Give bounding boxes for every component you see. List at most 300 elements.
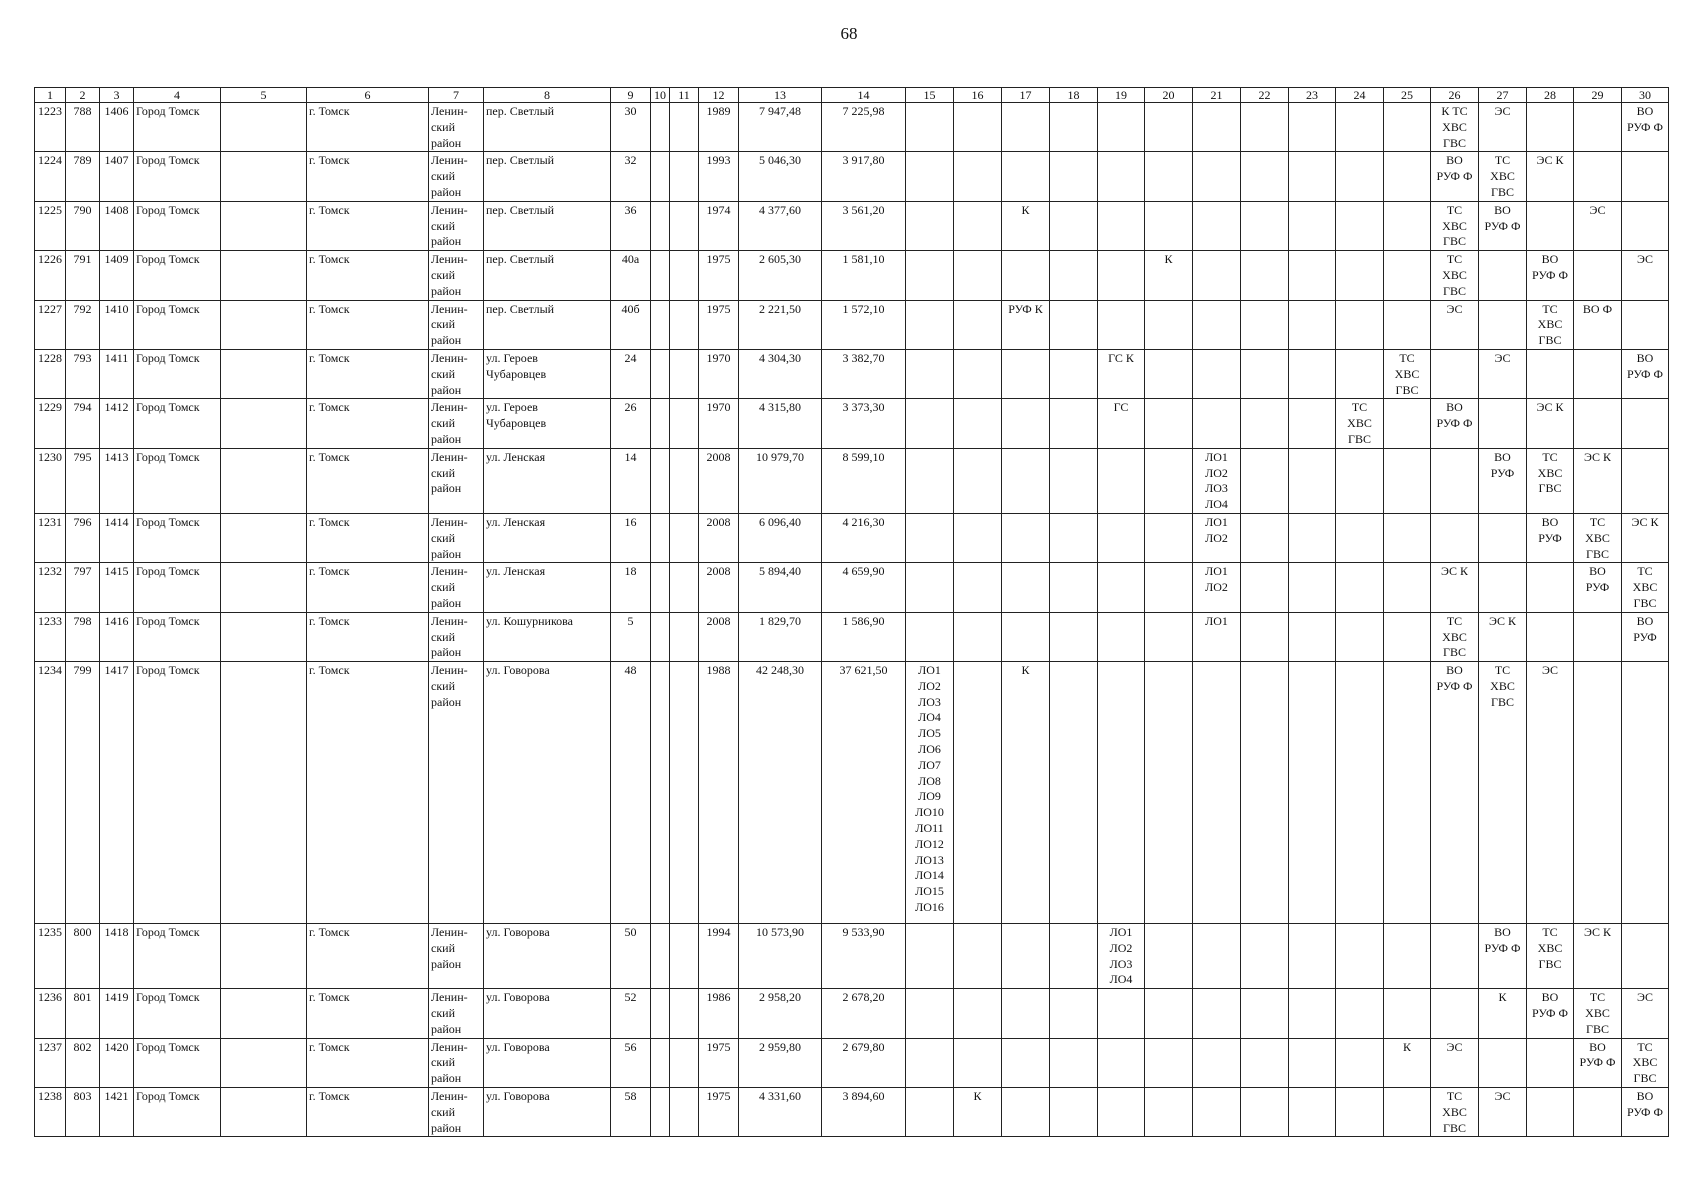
table-cell — [1336, 349, 1384, 398]
table-cell: ВО РУФ Ф — [1527, 989, 1574, 1038]
table-cell: ул. Ленская — [484, 563, 611, 612]
table-cell — [1193, 300, 1241, 349]
table-cell — [1145, 563, 1193, 612]
table-cell — [1002, 563, 1050, 612]
table-cell: ГС К — [1098, 349, 1145, 398]
table-cell: 1986 — [699, 989, 739, 1038]
table-cell — [906, 563, 954, 612]
table-cell: 1974 — [699, 201, 739, 250]
table-cell — [221, 251, 307, 300]
table-row — [35, 201, 1669, 250]
table-cell: г. Томск — [307, 201, 429, 250]
table-cell — [906, 924, 954, 989]
table-cell — [670, 662, 699, 924]
table-cell: 42 248,30 — [739, 662, 822, 924]
table-cell: Ленин- ский район — [429, 924, 484, 989]
table-cell — [670, 989, 699, 1038]
table-cell — [1098, 1088, 1145, 1137]
table-cell: Ленин- ский район — [429, 612, 484, 661]
column-number-cell: 13 — [739, 88, 822, 103]
table-cell — [1384, 103, 1431, 152]
column-number-cell: 11 — [670, 88, 699, 103]
table-cell — [651, 152, 670, 201]
table-cell: 1410 — [100, 300, 134, 349]
table-cell: 1 572,10 — [822, 300, 906, 349]
table-cell — [1384, 152, 1431, 201]
table-cell: 1231 — [35, 513, 66, 562]
column-number-cell: 27 — [1479, 88, 1527, 103]
table-cell: ул. Говорова — [484, 1088, 611, 1137]
table-cell — [1479, 563, 1527, 612]
table-cell: 797 — [66, 563, 100, 612]
table-cell — [1479, 1038, 1527, 1087]
table-cell: 1988 — [699, 662, 739, 924]
table-cell: ТС ХВС ГВС — [1431, 251, 1479, 300]
table-cell: ул. Героев Чубаровцев — [484, 399, 611, 448]
table-cell: Ленин- ский район — [429, 251, 484, 300]
table-cell: 1236 — [35, 989, 66, 1038]
table-cell — [651, 399, 670, 448]
table-cell — [1336, 1038, 1384, 1087]
table-cell: ВО РУФ Ф — [1479, 924, 1527, 989]
table-cell — [1574, 1088, 1622, 1137]
table-cell: пер. Светлый — [484, 152, 611, 201]
column-number-cell: 22 — [1241, 88, 1289, 103]
table-cell: ЭС — [1479, 103, 1527, 152]
table-cell — [906, 251, 954, 300]
table-cell: 798 — [66, 612, 100, 661]
table-cell — [1050, 612, 1098, 661]
table-cell — [1622, 662, 1669, 924]
table-cell — [1336, 152, 1384, 201]
column-number-cell: 16 — [954, 88, 1002, 103]
table-cell: Ленин- ский район — [429, 563, 484, 612]
column-number-cell: 18 — [1050, 88, 1098, 103]
table-cell — [954, 399, 1002, 448]
table-cell — [1384, 612, 1431, 661]
table-cell — [1098, 152, 1145, 201]
column-number-cell: 20 — [1145, 88, 1193, 103]
table-cell: ТС ХВС ГВС — [1336, 399, 1384, 448]
table-cell: г. Томск — [307, 251, 429, 300]
table-cell — [1289, 251, 1336, 300]
table-cell: 1230 — [35, 448, 66, 513]
table-cell: ЭС К — [1431, 563, 1479, 612]
table-cell — [1289, 448, 1336, 513]
table-cell — [1574, 612, 1622, 661]
table-cell — [1050, 251, 1098, 300]
table-cell: Ленин- ский район — [429, 201, 484, 250]
table-cell: 37 621,50 — [822, 662, 906, 924]
table-row — [35, 1038, 1669, 1087]
table-cell: Город Томск — [134, 1088, 221, 1137]
table-cell: Город Томск — [134, 349, 221, 398]
table-cell — [1002, 612, 1050, 661]
table-row — [35, 1088, 1669, 1137]
table-cell: 1415 — [100, 563, 134, 612]
table-cell: 796 — [66, 513, 100, 562]
table-cell: 1229 — [35, 399, 66, 448]
table-cell: 1238 — [35, 1088, 66, 1137]
table-cell: 2 959,80 — [739, 1038, 822, 1087]
table-cell — [1145, 612, 1193, 661]
table-cell: ВО РУФ Ф — [1622, 349, 1669, 398]
table-cell — [1527, 103, 1574, 152]
table-cell — [1622, 924, 1669, 989]
table-cell — [906, 201, 954, 250]
table-cell: Город Томск — [134, 448, 221, 513]
table-cell — [1145, 448, 1193, 513]
table-cell — [1479, 513, 1527, 562]
table-cell — [1002, 103, 1050, 152]
table-cell: ЭС — [1527, 662, 1574, 924]
table-cell — [1527, 201, 1574, 250]
table-cell: ВО РУФ Ф — [1574, 1038, 1622, 1087]
table-cell — [1193, 251, 1241, 300]
column-number-row — [35, 88, 1669, 103]
table-cell — [1384, 989, 1431, 1038]
table-cell: 7 225,98 — [822, 103, 906, 152]
table-cell — [651, 300, 670, 349]
table-cell — [1050, 152, 1098, 201]
table-cell — [651, 662, 670, 924]
table-cell: Ленин- ский район — [429, 103, 484, 152]
table-cell — [1145, 1038, 1193, 1087]
table-cell — [1527, 1088, 1574, 1137]
table-cell: 1970 — [699, 399, 739, 448]
table-cell — [1098, 300, 1145, 349]
column-number-cell: 2 — [66, 88, 100, 103]
table-cell: 14 — [611, 448, 651, 513]
table-cell — [651, 1038, 670, 1087]
table-cell: Город Томск — [134, 989, 221, 1038]
table-cell: 1975 — [699, 1088, 739, 1137]
table-cell: ТС ХВС ГВС — [1574, 513, 1622, 562]
table-cell: 2 678,20 — [822, 989, 906, 1038]
table-cell — [1145, 662, 1193, 924]
table-cell — [1098, 201, 1145, 250]
column-number-cell: 29 — [1574, 88, 1622, 103]
table-cell — [651, 251, 670, 300]
table-cell: 790 — [66, 201, 100, 250]
table-cell — [906, 448, 954, 513]
table-cell — [1289, 662, 1336, 924]
page-number: 68 — [840, 24, 858, 43]
table-cell: 10 979,70 — [739, 448, 822, 513]
table-cell — [670, 300, 699, 349]
table-cell: 1970 — [699, 349, 739, 398]
table-cell: 4 216,30 — [822, 513, 906, 562]
table-cell — [221, 152, 307, 201]
table-cell — [954, 612, 1002, 661]
table-cell — [1241, 989, 1289, 1038]
table-cell — [1193, 1038, 1241, 1087]
table-cell — [1431, 924, 1479, 989]
table-cell — [1431, 989, 1479, 1038]
table-cell — [954, 103, 1002, 152]
table-cell — [1002, 1088, 1050, 1137]
table-cell — [1098, 563, 1145, 612]
table-cell — [1336, 448, 1384, 513]
table-cell: К — [1002, 662, 1050, 924]
table-cell: 1232 — [35, 563, 66, 612]
table-cell: ТС ХВС ГВС — [1527, 448, 1574, 513]
table-cell — [1336, 989, 1384, 1038]
table-cell — [221, 201, 307, 250]
table-cell — [651, 1088, 670, 1137]
table-cell: ЭС К — [1622, 513, 1669, 562]
table-cell — [1098, 251, 1145, 300]
table-cell: ЛО1 ЛО2 — [1193, 513, 1241, 562]
table-cell: ВО РУФ Ф — [1479, 201, 1527, 250]
table-cell — [670, 448, 699, 513]
table-cell — [1145, 349, 1193, 398]
table-row — [35, 563, 1669, 612]
table-cell — [1193, 201, 1241, 250]
table-cell: Город Томск — [134, 399, 221, 448]
table-cell — [670, 612, 699, 661]
table-cell — [1336, 201, 1384, 250]
column-number-cell: 17 — [1002, 88, 1050, 103]
table-cell: Город Томск — [134, 513, 221, 562]
table-row — [35, 612, 1669, 661]
table-cell: 788 — [66, 103, 100, 152]
table-cell: ул. Героев Чубаровцев — [484, 349, 611, 398]
table-cell: 789 — [66, 152, 100, 201]
table-cell: ул. Ленская — [484, 448, 611, 513]
table-row — [35, 300, 1669, 349]
table-cell — [1384, 201, 1431, 250]
table-cell: Город Томск — [134, 103, 221, 152]
table-cell — [1050, 300, 1098, 349]
table-cell: РУФ К — [1002, 300, 1050, 349]
table-cell: ЛО1 ЛО2 ЛО3 ЛО4 ЛО5 ЛО6 ЛО7 ЛО8 ЛО9 ЛО10 ЛО11 ЛО12 ЛО13 ЛО14 ЛО15 ЛО16 — [906, 662, 954, 924]
table-cell — [1241, 1038, 1289, 1087]
table-cell: 1 829,70 — [739, 612, 822, 661]
table-cell: 1413 — [100, 448, 134, 513]
column-number-cell: 30 — [1622, 88, 1669, 103]
table-cell: 7 947,48 — [739, 103, 822, 152]
table-cell — [906, 989, 954, 1038]
table-cell: г. Томск — [307, 1038, 429, 1087]
table-cell — [1527, 612, 1574, 661]
table-cell: 1407 — [100, 152, 134, 201]
table-cell: 791 — [66, 251, 100, 300]
table-cell — [954, 513, 1002, 562]
table-cell: г. Томск — [307, 1088, 429, 1137]
table-cell — [1289, 349, 1336, 398]
table-cell: 16 — [611, 513, 651, 562]
table-cell — [1050, 399, 1098, 448]
table-cell: 1 581,10 — [822, 251, 906, 300]
table-cell: 56 — [611, 1038, 651, 1087]
table-cell — [1336, 513, 1384, 562]
table-cell: 5 894,40 — [739, 563, 822, 612]
table-cell: ЭС — [1431, 300, 1479, 349]
table-cell: 1420 — [100, 1038, 134, 1087]
table-cell — [1431, 448, 1479, 513]
table-cell — [1145, 924, 1193, 989]
table-cell — [1336, 1088, 1384, 1137]
table-cell — [1289, 513, 1336, 562]
table-cell: 18 — [611, 563, 651, 612]
table-cell: 10 573,90 — [739, 924, 822, 989]
table-cell — [1431, 349, 1479, 398]
table-cell — [1145, 103, 1193, 152]
table-cell — [221, 103, 307, 152]
table-cell — [1098, 1038, 1145, 1087]
table-cell: 1989 — [699, 103, 739, 152]
table-cell — [1145, 1088, 1193, 1137]
table-cell — [1241, 662, 1289, 924]
table-cell — [1289, 103, 1336, 152]
table-cell: ТС ХВС ГВС — [1622, 563, 1669, 612]
table-cell: 2008 — [699, 612, 739, 661]
table-cell — [1336, 300, 1384, 349]
table-cell — [954, 662, 1002, 924]
table-cell: К ТС ХВС ГВС — [1431, 103, 1479, 152]
table-cell: 1994 — [699, 924, 739, 989]
table-cell: Город Томск — [134, 300, 221, 349]
table-cell — [1050, 662, 1098, 924]
table-cell — [1289, 563, 1336, 612]
table-cell — [906, 399, 954, 448]
table-cell — [1002, 399, 1050, 448]
table-cell: ЭС К — [1574, 448, 1622, 513]
table-cell — [954, 1038, 1002, 1087]
table-cell — [1145, 201, 1193, 250]
table-cell: г. Томск — [307, 612, 429, 661]
table-cell — [906, 612, 954, 661]
table-cell: ВО РУФ Ф — [1431, 662, 1479, 924]
table-cell: 803 — [66, 1088, 100, 1137]
table-cell: ТС ХВС ГВС — [1622, 1038, 1669, 1087]
table-cell: ВО РУФ — [1527, 513, 1574, 562]
table-cell: 2008 — [699, 513, 739, 562]
table-cell — [1574, 152, 1622, 201]
table-cell — [670, 349, 699, 398]
column-number-cell: 10 — [651, 88, 670, 103]
table-cell: 1 586,90 — [822, 612, 906, 661]
table-cell — [1098, 448, 1145, 513]
table-cell — [954, 563, 1002, 612]
table-cell — [221, 399, 307, 448]
table-cell: пер. Светлый — [484, 201, 611, 250]
table-cell — [1241, 399, 1289, 448]
column-number-cell: 9 — [611, 88, 651, 103]
table-cell: 4 377,60 — [739, 201, 822, 250]
table-cell — [1336, 103, 1384, 152]
table-cell: ЭС — [1431, 1038, 1479, 1087]
table-cell: ТС ХВС ГВС — [1574, 989, 1622, 1038]
table-cell — [221, 662, 307, 924]
table-cell: 1418 — [100, 924, 134, 989]
table-cell — [1241, 513, 1289, 562]
table-cell: ЭС К — [1479, 612, 1527, 661]
table-cell: 3 894,60 — [822, 1088, 906, 1137]
table-cell: Город Томск — [134, 612, 221, 661]
table-cell: ул. Говорова — [484, 662, 611, 924]
table-cell: К — [1145, 251, 1193, 300]
table-cell: 52 — [611, 989, 651, 1038]
table-cell: ЭС К — [1527, 152, 1574, 201]
table-cell — [1050, 103, 1098, 152]
table-cell: 36 — [611, 201, 651, 250]
table-cell: Город Томск — [134, 662, 221, 924]
table-cell — [1098, 989, 1145, 1038]
table-cell — [954, 152, 1002, 201]
table-row — [35, 924, 1669, 989]
table-cell: ул. Ленская — [484, 513, 611, 562]
column-number-cell: 15 — [906, 88, 954, 103]
table-cell — [651, 201, 670, 250]
table-cell: 40а — [611, 251, 651, 300]
table-cell — [1527, 349, 1574, 398]
column-number-cell: 24 — [1336, 88, 1384, 103]
table-cell — [1193, 662, 1241, 924]
column-number-cell: 26 — [1431, 88, 1479, 103]
table-cell — [1002, 924, 1050, 989]
table-cell — [1050, 513, 1098, 562]
table-cell — [1193, 103, 1241, 152]
table-cell — [1145, 513, 1193, 562]
table-cell: 5 046,30 — [739, 152, 822, 201]
table-cell: ЭС — [1479, 349, 1527, 398]
table-cell — [1336, 251, 1384, 300]
column-number-cell: 25 — [1384, 88, 1431, 103]
table-cell: Ленин- ский район — [429, 152, 484, 201]
table-cell — [1479, 399, 1527, 448]
table-cell: 1414 — [100, 513, 134, 562]
column-number-cell: 8 — [484, 88, 611, 103]
table-cell — [221, 448, 307, 513]
table-cell — [1241, 924, 1289, 989]
table-cell — [670, 201, 699, 250]
table-cell — [1241, 1088, 1289, 1137]
table-cell — [1193, 152, 1241, 201]
table-cell: г. Томск — [307, 300, 429, 349]
table-cell: 24 — [611, 349, 651, 398]
table-cell — [1241, 103, 1289, 152]
table-cell — [1527, 563, 1574, 612]
table-cell — [954, 924, 1002, 989]
table-cell: 30 — [611, 103, 651, 152]
table-cell: г. Томск — [307, 563, 429, 612]
table-cell: г. Томск — [307, 662, 429, 924]
table-cell: Ленин- ский район — [429, 662, 484, 924]
table-cell — [1050, 989, 1098, 1038]
table-cell — [1574, 399, 1622, 448]
table-cell — [670, 924, 699, 989]
table-cell: 5 — [611, 612, 651, 661]
table-cell: 1975 — [699, 251, 739, 300]
table-cell: 799 — [66, 662, 100, 924]
table-cell — [954, 201, 1002, 250]
column-number-cell: 21 — [1193, 88, 1241, 103]
table-cell: ул. Говорова — [484, 989, 611, 1038]
table-cell: 794 — [66, 399, 100, 448]
table-cell — [1241, 152, 1289, 201]
table-cell: 1233 — [35, 612, 66, 661]
table-cell — [1336, 612, 1384, 661]
table-cell — [221, 1038, 307, 1087]
table-cell — [1384, 662, 1431, 924]
table-cell: ГС — [1098, 399, 1145, 448]
column-number-cell: 14 — [822, 88, 906, 103]
table-cell — [1193, 989, 1241, 1038]
table-cell: ЛО1 ЛО2 ЛО3 ЛО4 — [1098, 924, 1145, 989]
column-number-cell: 3 — [100, 88, 134, 103]
